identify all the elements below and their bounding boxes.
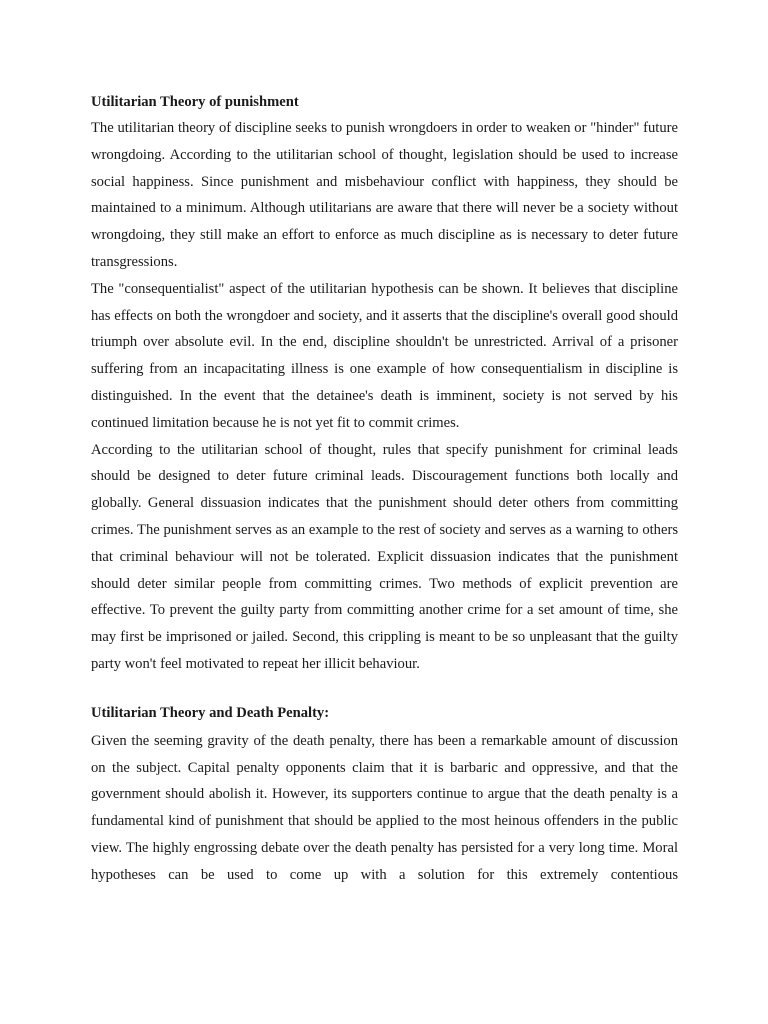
paragraph: The "consequentialist" aspect of the utilitarian hypothesis can be shown. It believes that discipline has effects on both the wrongdoer and society, and it asserts that the discipline's overall good should triumph over absolute evil. In the end, discipline shouldn't be unrestricted. Arrival of a prisoner suffering from an incapacitating illness is one example of how consequentialism in discipline is distinguished. In the event that the detainee's death is imminent, society is not served by his continued limitation because he is not yet fit to commit crimes.	[91, 280, 678, 431]
section-heading-death-penalty: Utilitarian Theory and Death Penalty:	[91, 704, 330, 721]
paragraph: The utilitarian theory of discipline seeks to punish wrongdoers in order to weaken or "hinder" future wrongdoing. According to the utilitarian school of thought, legislation should be used to increase social happiness. Since punishment and misbehaviour conflict with happiness, they should be maintained to a minimum. Although utilitarians are aware that there will never be a society without wrongdoing, they still make an effort to enforce as much discipline as is necessary to deter future transgressions.	[91, 120, 678, 270]
paragraph: Given the seeming gravity of the death penalty, there has been a remarkable amount of discussion on the subject. Capital penalty opponents claim that it is barbaric and oppressive, and that the government should abolish it. However, its supporters continue to argue that the death penalty is a fundamental kind of punishment that should be applied to the most heinous offenders in the public view. The highly engrossing debate over the death penalty has persisted for a very long time. Moral hypotheses can be used to come up with a solution for this extremely contentious	[91, 732, 678, 883]
section-heading-punishment: Utilitarian Theory of punishment	[91, 94, 299, 110]
document-page	[91, 92, 678, 889]
paragraph: According to the utilitarian school of thought, rules that specify punishment for criminal leads should be designed to deter future criminal leads. Discouragement functions both locally and globally. General dissuasion indicates that the punishment should deter others from committing crimes. The punishment serves as an example to the rest of society and serves as a warning to others that criminal behaviour will not be tolerated. Explicit dissuasion indicates that the punishment should deter similar people from committing crimes. Two methods of explicit prevention are effective. To prevent the guilty party from committing another crime for a set amount of time, she may first be imprisoned or jailed. Second, this crippling is meant to be so unpleasant that the guilty party won't feel motivated to repeat her illicit behaviour.	[91, 441, 678, 672]
